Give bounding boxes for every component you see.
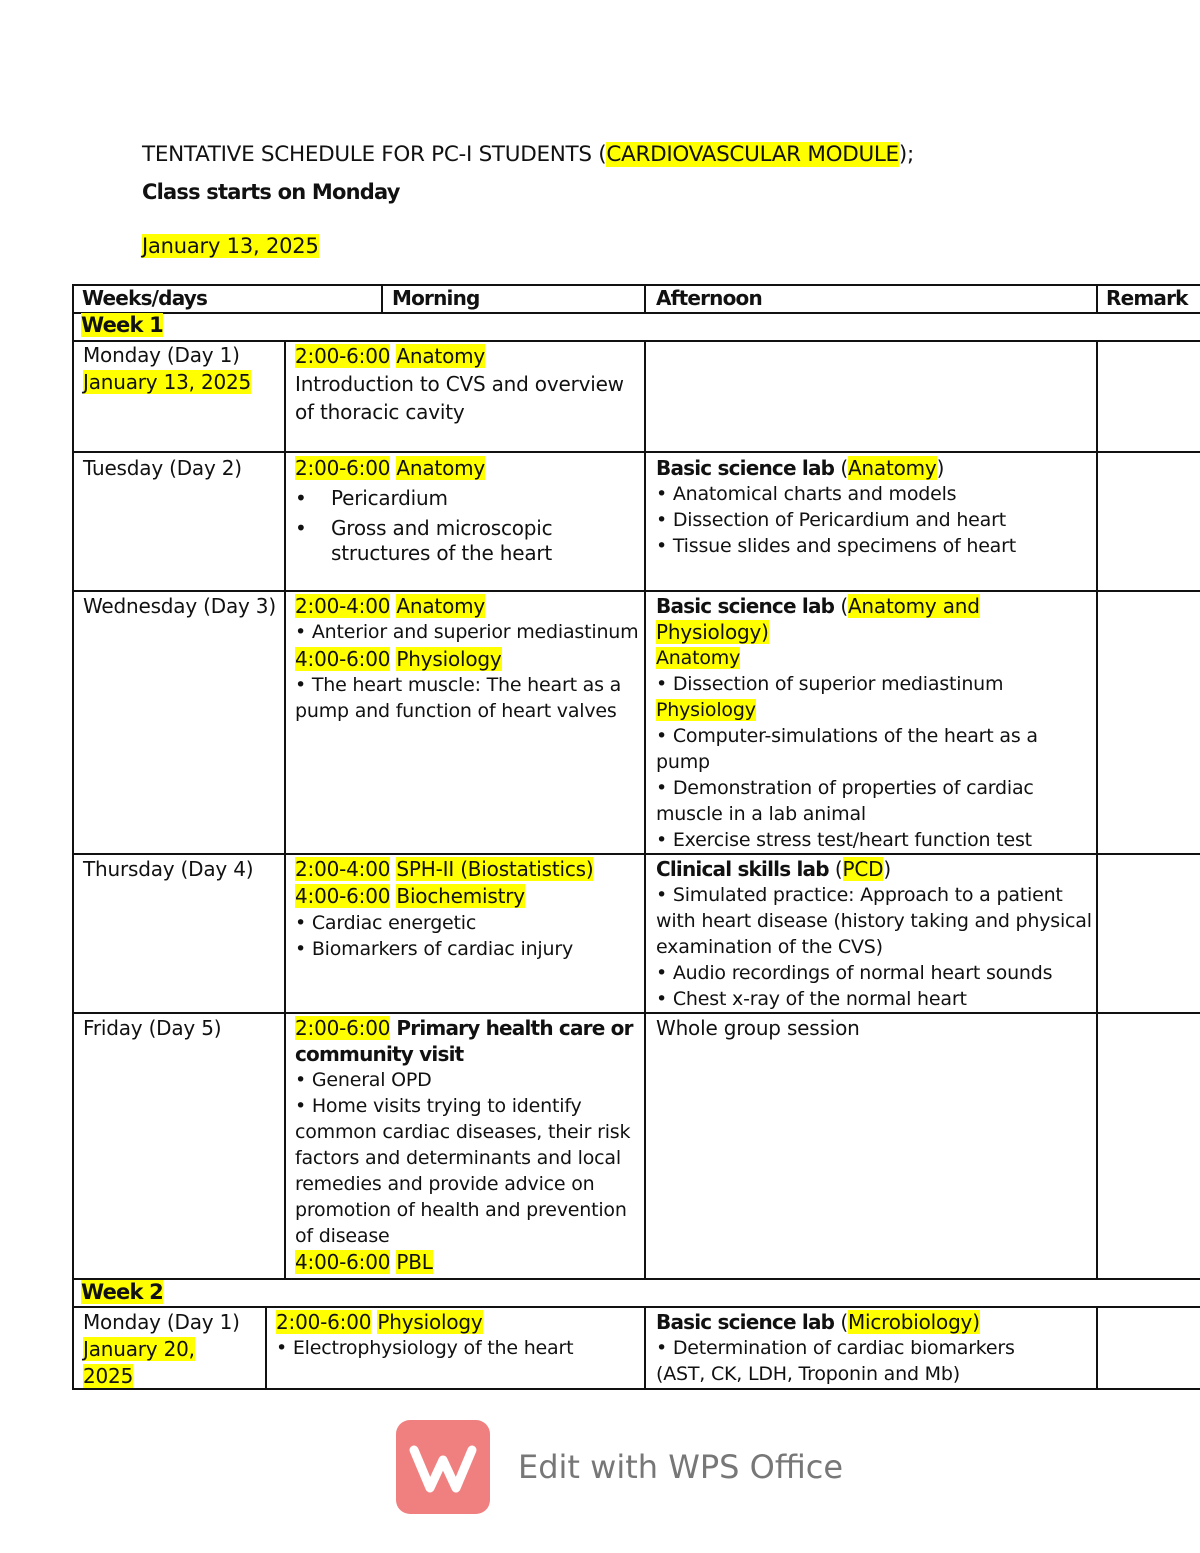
page-title: TENTATIVE SCHEDULE FOR PC-I STUDENTS (CARDIOVASCULAR MODULE); [142, 142, 914, 167]
col-header-remark: Remark [1106, 286, 1188, 310]
morning-cell-tue: 2:00-6:00 Anatomy • Pericardium • Gross and microscopic structures of the heart [295, 455, 640, 571]
wps-edit-link[interactable]: Edit with WPS Office [518, 1448, 844, 1486]
day-cell-mon1: Monday (Day 1) January 13, 2025 [83, 343, 252, 394]
day-cell-mon2: Monday (Day 1) January 20, 2025 [83, 1310, 240, 1388]
afternoon-cell-mon2: Basic science lab (Microbiology) • Determination of cardiac biomarkers (AST, CK, LDH, Troponin and Mb) [656, 1310, 1015, 1385]
afternoon-cell-tue: Basic science lab (Anatomy) • Anatomical charts and models • Dissection of Pericardium and heart • Tissue slides and specimens of heart [656, 456, 1016, 557]
day-cell-wed: Wednesday (Day 3) [83, 594, 276, 618]
start-date: January 13, 2025 [142, 234, 319, 258]
week-1-label: Week 1 [81, 313, 163, 337]
day-cell-fri: Friday (Day 5) [83, 1016, 222, 1040]
week-2-label: Week 2 [81, 1280, 163, 1304]
morning-cell-mon2: 2:00-6:00 Physiology • Electrophysiology of the heart [276, 1310, 574, 1359]
morning-cell-thu: 2:00-4:00 SPH-II (Biostatistics) 4:00-6:00 Biochemistry • Cardiac energetic • Biomarkers of cardiac injury [295, 857, 594, 960]
afternoon-cell-fri: Whole group session [656, 1016, 860, 1040]
wps-logo-icon[interactable] [396, 1420, 490, 1514]
morning-cell-fri: 2:00-6:00 Primary health care or community visit • General OPD • Home visits trying to identify common cardiac diseases, their risk factors and determinants and local remedies and provide advice on promotion of health and prevention of disease 4:00-6:00 PBL [295, 1016, 633, 1274]
day-cell-tue: Tuesday (Day 2) [83, 456, 242, 480]
morning-cell-mon1: 2:00-6:00 Anatomy Introduction to CVS and overview of thoracic cavity [295, 344, 624, 424]
class-start-line: Class starts on Monday [142, 180, 400, 204]
morning-cell-wed: 2:00-4:00 Anatomy • Anterior and superior mediastinum 4:00-6:00 Physiology • The heart muscle: The heart as a pump and function of heart valves [295, 594, 639, 722]
col-header-weeks: Weeks/days [82, 286, 208, 310]
list-item: • Pericardium [295, 486, 448, 510]
col-header-afternoon: Afternoon [656, 286, 762, 310]
day-cell-thu: Thursday (Day 4) [83, 857, 254, 881]
afternoon-cell-wed: Basic science lab (Anatomy and Physiology) Anatomy • Dissection of superior mediastinum Physiology • Computer-simulations of the heart as a pump • Demonstration of properties of cardiac muscle in a lab animal • Exercise stress test/heart function test [656, 594, 1038, 851]
afternoon-cell-thu: Clinical skills lab (PCD) • Simulated practice: Approach to a patient with heart disease (history taking and physical examination of the CVS) • Audio recordings of normal heart sounds • Chest x-ray of the normal heart [656, 857, 1092, 1010]
module-name: CARDIOVASCULAR MODULE [606, 142, 899, 167]
col-header-morning: Morning [392, 286, 480, 310]
list-item: • Gross and microscopic structures of the heart [295, 516, 553, 565]
